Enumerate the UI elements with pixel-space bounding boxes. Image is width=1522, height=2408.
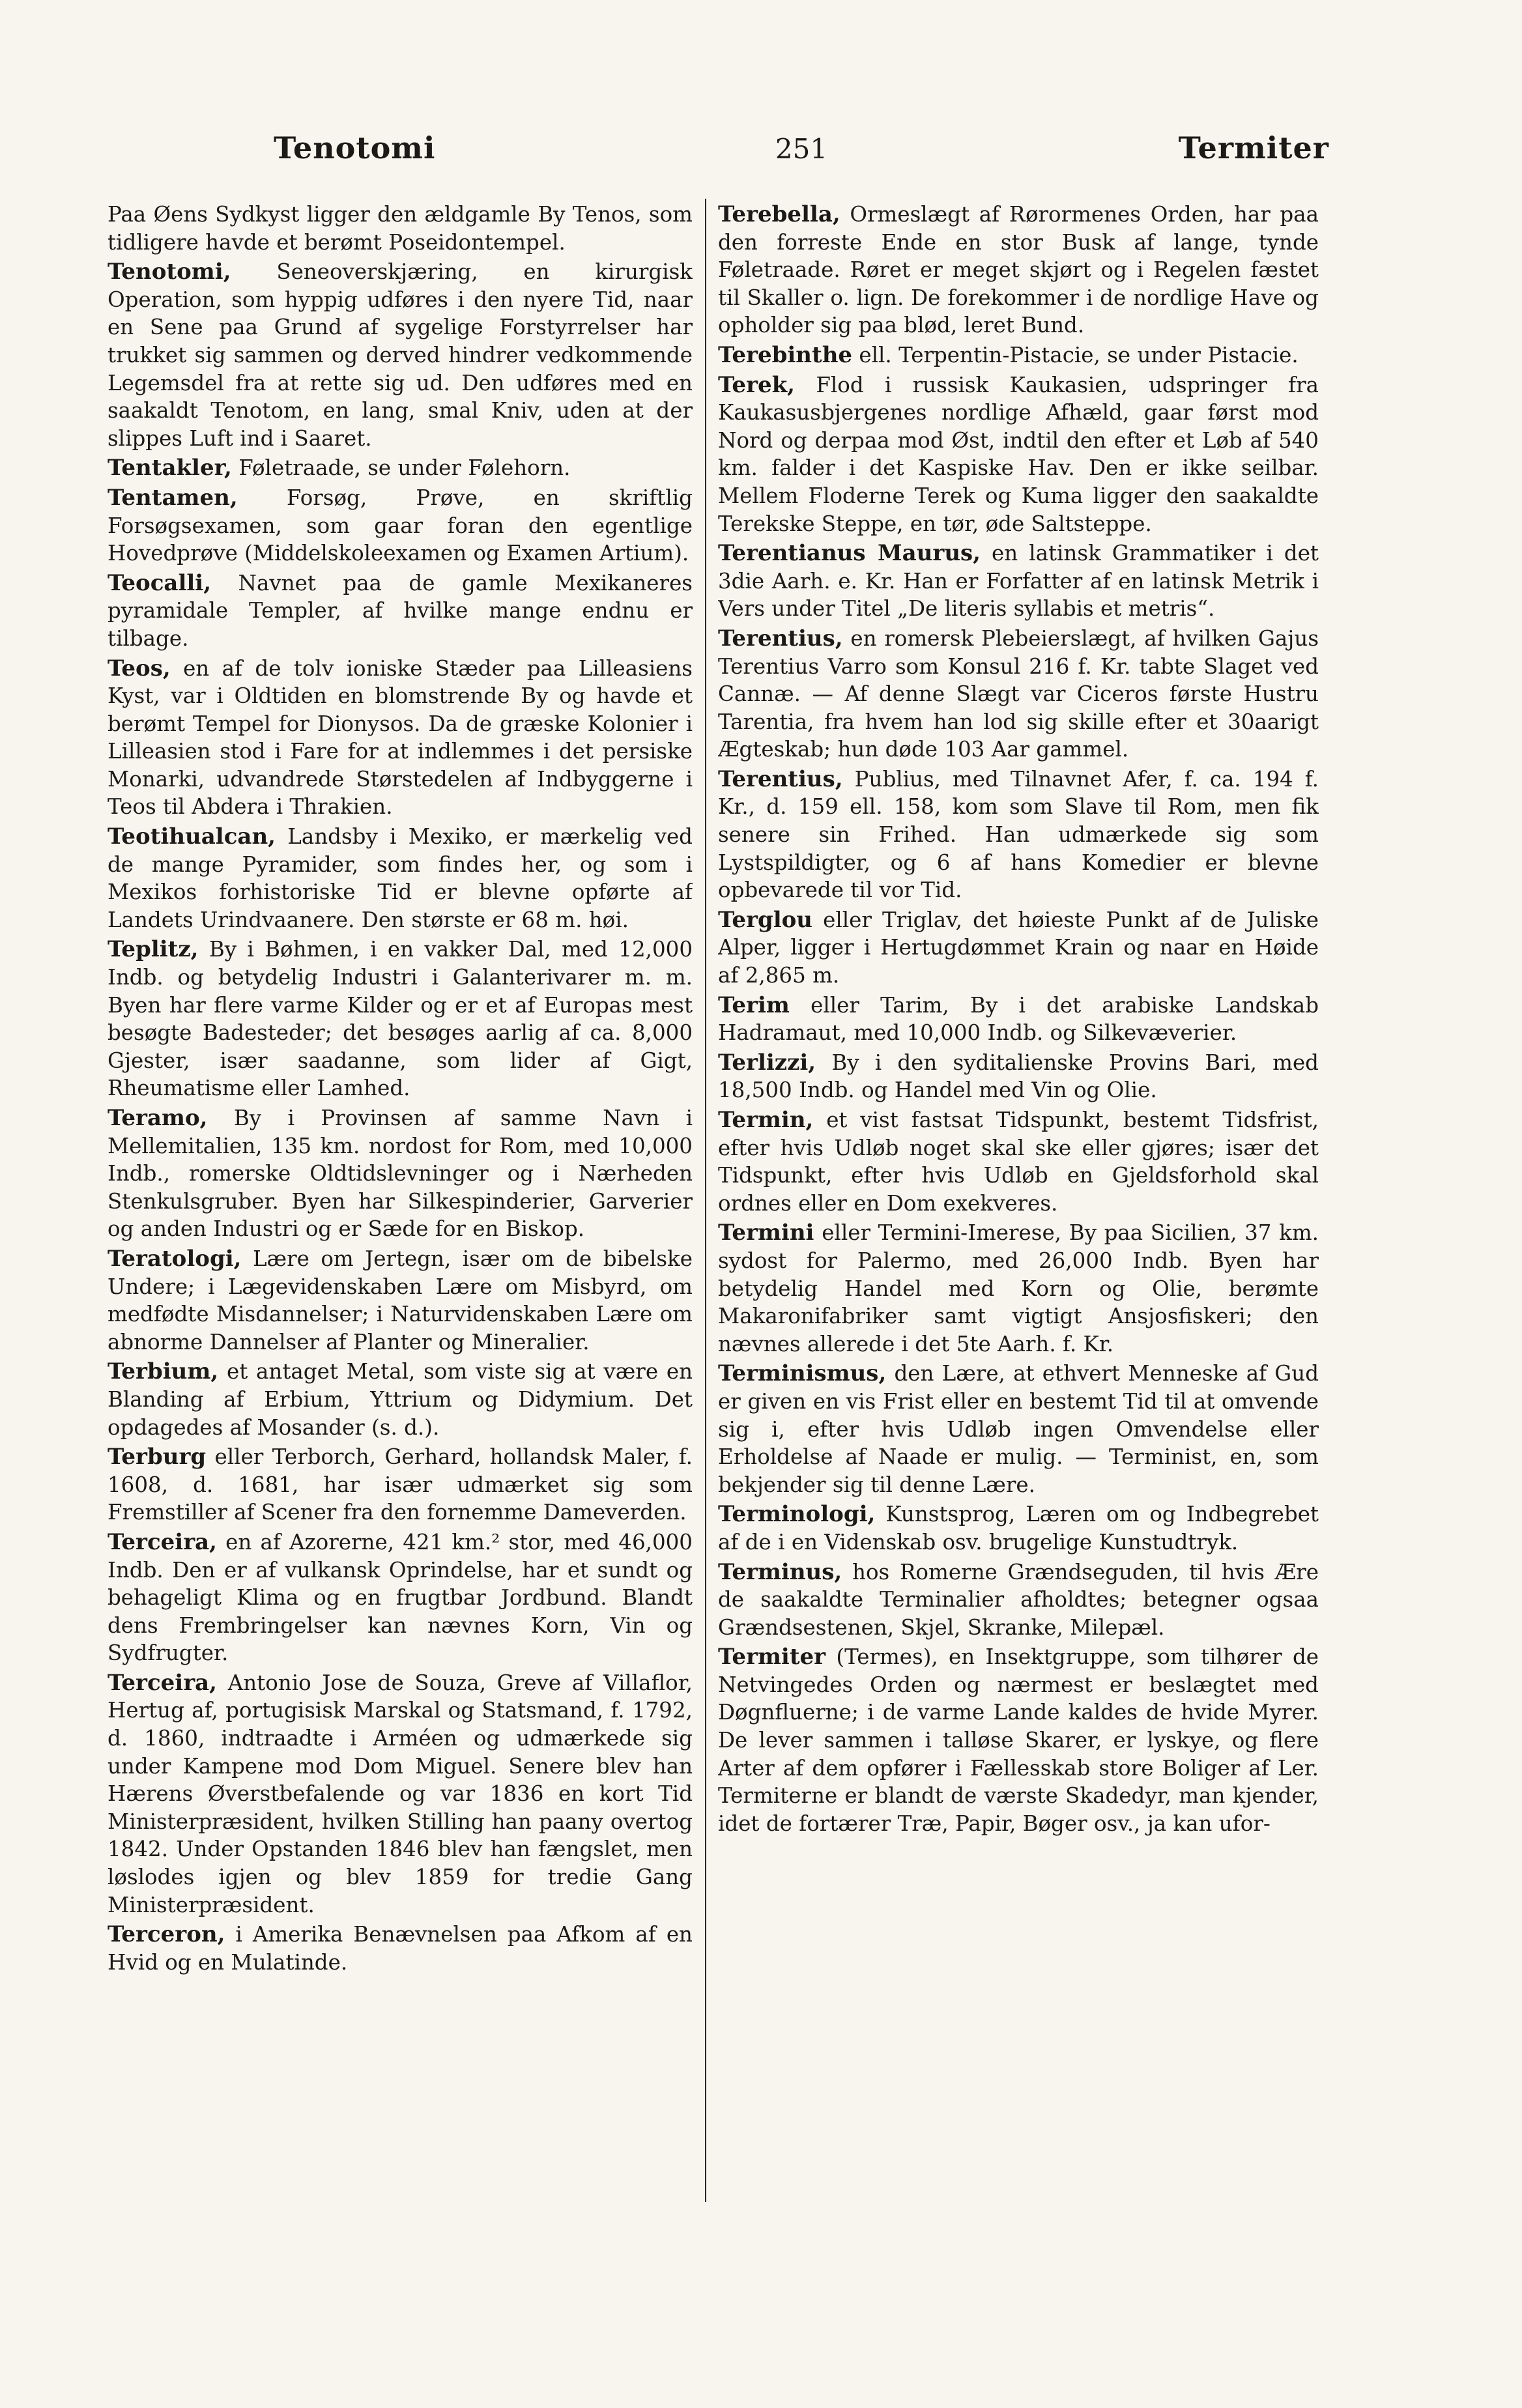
entry-text: Navnet paa de gamle Mexikaneres pyramidale Templer, af hvilke mange endnu er tilbage.	[108, 570, 693, 651]
dictionary-entry	[108, 1104, 693, 1243]
entry-text: i Amerika Benævnelsen paa Afkom af en Hvid og en Mulatinde.	[108, 1922, 693, 1975]
dictionary-entry	[718, 1558, 1319, 1642]
entry-headword: Teos,	[108, 655, 171, 681]
entry-headword: Teocalli,	[108, 569, 212, 596]
entry-text: Føletraade, se under Følehorn.	[238, 455, 571, 481]
dictionary-entry	[718, 1106, 1319, 1217]
entry-text: Forsøg, Prøve, en skriftlig Forsøgsexamen, som gaar foran den egentlige Hovedprøve (Middelskoleexamen og Examen Artium).	[108, 485, 693, 566]
dictionary-entry	[108, 484, 693, 567]
entry-text: By i den syditalienske Provins Bari, med 18,500 Indb. og Handel med Vin og Olie.	[718, 1050, 1319, 1103]
entry-headword: Terminus,	[718, 1558, 842, 1585]
dictionary-entry	[718, 625, 1319, 764]
dictionary-entry	[718, 1360, 1319, 1498]
entry-headword: Terceira,	[108, 1528, 217, 1555]
entry-headword: Tentamen,	[108, 484, 238, 511]
entry-text: Lære om Jertegn, især om de bibelske Undere; i Lægevidenskaben Lære om Misbyrd, om medfødte Misdannelser; i Naturvidenskaben Lære om abnorme Dannelser af Planter og Mineralier.	[108, 1246, 693, 1354]
entry-text: Ormeslægt af Rørormenes Orden, har paa den forreste Ende en stor Busk af lange, tynde Føletraade. Røret er meget skjørt og i Regelen fæstet til Skaller o. lign. De forekommer i de nordlige Have og opholder sig paa blød, leret Bund.	[718, 202, 1319, 338]
dictionary-entry	[718, 371, 1319, 538]
dictionary-entry	[108, 1669, 693, 1919]
running-head-left: Tenotomi	[274, 130, 436, 165]
dictionary-entry	[108, 936, 693, 1102]
entry-text: By i Bøhmen, i en vakker Dal, med 12,000 Indb. og betydelig Industri i Galanterivarer m. m. Byen har flere varme Kilder og er et af Europas mest besøgte Badesteder; det besøges aarlig af ca. 8,000 Gjester, især saadanne, som lider af Gigt, Rheumatisme eller Lamhed.	[108, 937, 693, 1101]
entry-text: Seneoverskjæring, en kirurgisk Operation, som hyppig udføres i den nyere Tid, naar en Sene paa Grund af sygelige Forstyrrelser har trukket sig sammen og derved hindrer vedkommende Legemsdel fra at rette sig ud. Den udføres med en saakaldt Tenotom, en lang, smal Kniv, uden at der slippes Luft ind i Saaret.	[108, 259, 693, 451]
entry-text: Antonio Jose de Souza, Greve af Villaflor, Hertug af, portugisisk Marskal og Statsmand, f. 1792, d. 1860, indtraadte i Arméen og udmærkede sig under Kampene mod Dom Miguel. Senere blev han Hærens Øverstbefalende og var 1836 en kort Tid Ministerpræsident, hvilken Stilling han paany overtog 1842. Under Opstanden 1846 blev han fængslet, men løslodes igjen og blev 1859 for tredie Gang Ministerpræsident.	[108, 1670, 693, 1917]
dictionary-entry	[108, 258, 693, 452]
entry-text: Flod i russisk Kaukasien, udspringer fra Kaukasusbjergenes nordlige Afhæld, gaar først mod Nord og derpaa mod Øst, indtil den efter et Løb af 540 km. falder i det Kaspiske Hav. Den er ikke seilbar. Mellem Floderne Terek og Kuma ligger den saakaldte Terekske Steppe, en tør, øde Saltsteppe.	[718, 372, 1319, 536]
entry-headword: Terceira,	[108, 1669, 217, 1696]
dictionary-entry	[718, 539, 1319, 623]
dictionary-entry	[718, 1643, 1319, 1837]
entry-text: en af de tolv ioniske Stæder paa Lilleasiens Kyst, var i Oldtiden en blomstrende By og havde et berømt Tempel for Dionysos. Da de græske Kolonier i Lilleasien stod i Fare for at indlemmes i det persiske Monarki, udvandrede Størstedelen af Indbyggerne i Teos til Abdera i Thrakien.	[108, 655, 693, 820]
dictionary-entry	[108, 454, 693, 482]
entry-text: Landsby i Mexiko, er mærkelig ved de mange Pyramider, som findes her, og som i Mexikos forhistoriske Tid er blevne opførte af Landets Urindvaanere. Den største er 68 m. høi.	[108, 824, 693, 932]
entry-headword: Terentianus Maurus,	[718, 540, 981, 567]
right-column	[718, 201, 1319, 2207]
entry-text: eller Tarim, By i det arabiske Landskab Hadramaut, med 10,000 Indb. og Silkevæverier.	[718, 992, 1319, 1046]
entry-headword: Terminismus,	[718, 1360, 887, 1387]
left-column	[108, 201, 693, 2207]
entry-text: en latinsk Grammatiker i det 3die Aarh. e. Kr. Han er Forfatter af en latinsk Metrik i Vers under Titel „De literis syllabis et metris“.	[718, 541, 1319, 622]
entry-headword: Termin,	[718, 1107, 814, 1133]
entry-text: Kunstsprog, Læren om og Indbegrebet af de i en Videnskab osv. brugelige Kunstudtryk.	[718, 1502, 1319, 1555]
entry-headword: Termini	[718, 1220, 814, 1246]
entry-text: ell. Terpentin-Pistacie, se under Pistacie.	[859, 342, 1299, 367]
entry-headword: Terek,	[718, 371, 795, 398]
entry-text: et antaget Metal, som viste sig at være en Blanding af Erbium, Yttrium og Didymium. Det opdagedes af Mosander (s. d.).	[108, 1359, 693, 1440]
dictionary-entry	[718, 1049, 1319, 1104]
dictionary-entry	[718, 766, 1319, 904]
dictionary-entry	[108, 1528, 693, 1667]
entry-headword: Terebella,	[718, 201, 840, 227]
page-number: 251	[775, 133, 828, 165]
entry-text: en romersk Plebeierslægt, af hvilken Gajus Terentius Varro som Konsul 216 f. Kr. tabte Slaget ved Cannæ. — Af denne Slægt var Ciceros første Hustru Tarentia, fra hvem han lod sig skille efter et 30aarigt Ægteskab; hun døde 103 Aar gammel.	[718, 625, 1319, 762]
entry-text: eller Terborch, Gerhard, hollandsk Maler, f. 1608, d. 1681, har især udmærket sig som Fremstiller af Scener fra den fornemme Dameverden.	[108, 1444, 693, 1525]
entry-headword: Tenotomi,	[108, 259, 231, 285]
entry-headword: Terminologi,	[718, 1501, 876, 1528]
entry-headword: Tentakler,	[108, 455, 232, 481]
entry-headword: Terim	[718, 992, 790, 1018]
page-header	[274, 130, 1329, 176]
entry-text: By i Provinsen af samme Navn i Mellemitalien, 135 km. nordost for Rom, med 10,000 Indb., romerske Oldtidslevninger og i Nærheden Stenkulsgruber. Byen har Silkespinderier, Garverier og anden Industri og er Sæde for en Biskop.	[108, 1106, 693, 1242]
entry-headword: Terglou	[718, 906, 813, 933]
entry-text: et vist fastsat Tidspunkt, bestemt Tidsfrist, efter hvis Udløb noget skal ske eller gjøres; især det Tidspunkt, efter hvis Udløb en Gjeldsforhold skal ordnes eller en Dom exekveres.	[718, 1108, 1319, 1216]
entry-headword: Terbium,	[108, 1358, 219, 1385]
dictionary-entry	[718, 992, 1319, 1047]
entry-headword: Termiter	[718, 1644, 826, 1670]
entry-headword: Teramo,	[108, 1105, 208, 1131]
dictionary-entry	[108, 569, 693, 653]
entry-headword: Teratologi,	[108, 1245, 242, 1272]
entry-headword: Terceron,	[108, 1921, 225, 1948]
entry-text: Paa Øens Sydkyst ligger den ældgamle By Tenos, som tidligere havde et berømt Poseidontempel.	[108, 202, 693, 255]
dictionary-entry	[108, 1921, 693, 1976]
entry-headword: Teplitz,	[108, 936, 199, 963]
dictionary-entry	[108, 201, 693, 256]
dictionary-entry	[718, 1500, 1319, 1556]
running-head-right: Termiter	[1178, 130, 1329, 165]
dictionary-entry	[718, 341, 1319, 369]
dictionary-entry	[718, 906, 1319, 990]
dictionary-entry	[108, 655, 693, 822]
entry-headword: Terlizzi,	[718, 1049, 816, 1076]
dictionary-entry	[108, 1443, 693, 1526]
entry-text: (Termes), en Insektgruppe, som tilhører de Netvingedes Orden og nærmest er beslægtet med Døgnfluerne; i de varme Lande kaldes de hvide Myrer. De lever sammen i talløse Skarer, er lyskye, og flere Arter af dem opfører i Fællesskab store Boliger af Ler. Termiterne er blandt de værste Skadedyr, man kjender, idet de fortærer Træ, Papir, Bøger osv., ja kan ufor-	[718, 1644, 1319, 1836]
column-divider	[705, 199, 706, 2202]
entry-text: hos Romerne Grændseguden, til hvis Ære de saakaldte Terminalier afholdtes; betegner ogsaa Grændsestenen, Skjel, Skranke, Milepæl.	[718, 1559, 1319, 1640]
dictionary-entry	[108, 1358, 693, 1441]
entry-headword: Terentius,	[718, 625, 843, 652]
dictionary-entry	[108, 823, 693, 934]
entry-text: en af Azorerne, 421 km.² stor, med 46,000 Indb. Den er af vulkansk Oprindelse, har et sundt og behageligt Klima og en frugtbar Jordbund. Blandt dens Frembringelser kan nævnes Korn, Vin og Sydfrugter.	[108, 1529, 693, 1666]
entry-text: eller Triglav, det høieste Punkt af de Juliske Alper, ligger i Hertugdømmet Krain og naar en Høide af 2,865 m.	[718, 907, 1319, 988]
entry-headword: Terburg	[108, 1444, 207, 1470]
entry-text: Publius, med Tilnavnet Afer, f. ca. 194 f. Kr., d. 159 ell. 158, kom som Slave til Rom, men fik senere sin Frihed. Han udmærkede sig som Lystspildigter, og 6 af hans Komedier er blevne opbevarede til vor Tid.	[718, 766, 1319, 903]
dictionary-entry	[108, 1245, 693, 1356]
dictionary-entry	[718, 1219, 1319, 1358]
entry-headword: Terebinthe	[718, 341, 853, 368]
entry-text: eller Termini-Imerese, By paa Sicilien, 37 km. sydost for Palermo, med 26,000 Indb. Byen har betydelig Handel med Korn og Olie, berømte Makaronifabriker samt vigtigt Ansjosfiskeri; den nævnes allerede i det 5te Aarh. f. Kr.	[718, 1220, 1319, 1356]
dictionary-entry	[718, 201, 1319, 339]
entry-text: den Lære, at ethvert Menneske af Gud er given en vis Frist eller en bestemt Tid til at omvende sig i, efter hvis Udløb ingen Omvendelse eller Erholdelse af Naade er mulig. — Terminist, en, som bekjender sig til denne Lære.	[718, 1361, 1319, 1497]
entry-headword: Terentius,	[718, 766, 843, 792]
entry-headword: Teotihualcan,	[108, 824, 276, 850]
